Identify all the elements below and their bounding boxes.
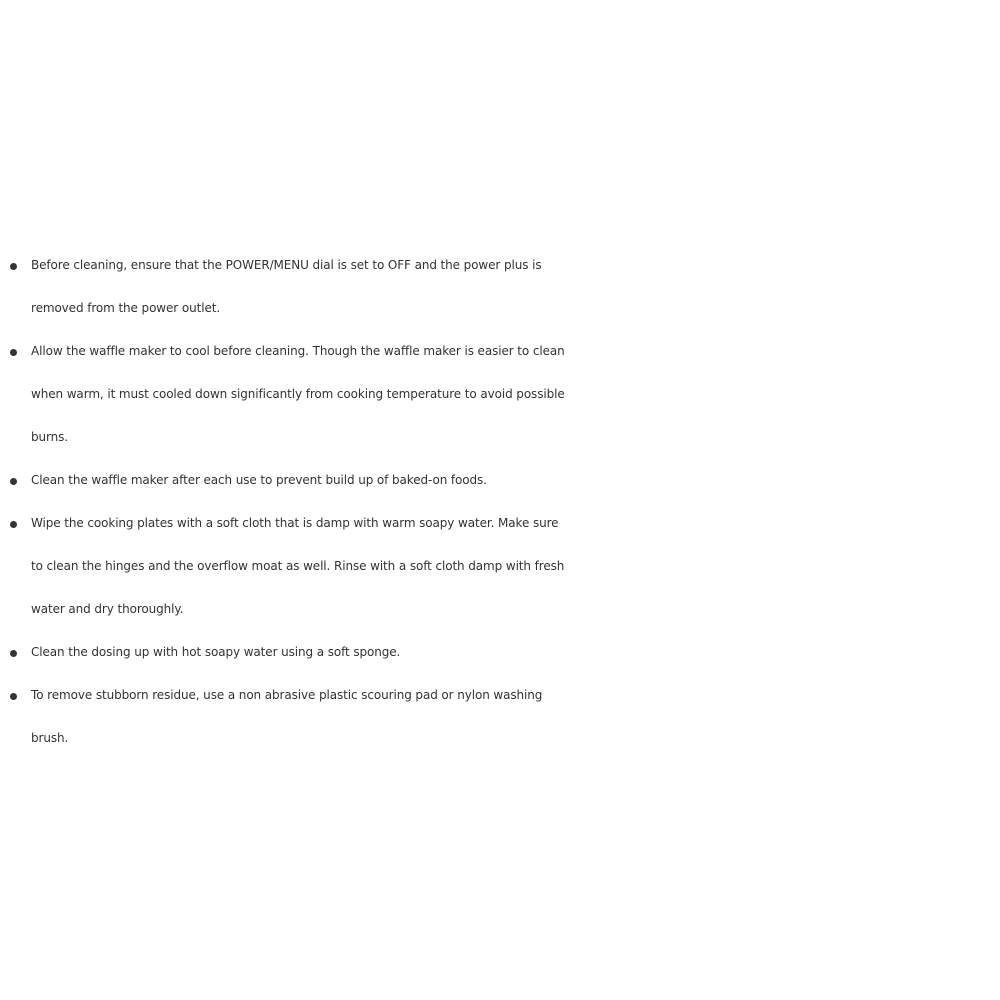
- bullet-icon: [10, 650, 17, 657]
- list-item: [0, 459, 1000, 502]
- bullet-icon: [10, 263, 17, 270]
- list-item-line: burns.: [31, 430, 69, 444]
- list-item-line: Clean the waffle maker after each use to prevent build up of baked-on foods.: [31, 473, 487, 487]
- bullet-icon: [10, 693, 17, 700]
- instruction-list: [0, 244, 1000, 760]
- list-item-line: Clean the dosing up with hot soapy water using a soft sponge.: [31, 645, 401, 659]
- list-item-line: Wipe the cooking plates with a soft cloth that is damp with warm soapy water. Make sure: [31, 516, 559, 530]
- list-item: [0, 502, 1000, 631]
- list-item-line: removed from the power outlet.: [31, 301, 221, 315]
- list-item: [0, 244, 1000, 330]
- list-item-line: water and dry thoroughly.: [31, 602, 184, 616]
- list-item-line: when warm, it must cooled down significantly from cooking temperature to avoid possible: [31, 387, 565, 401]
- cleaning-instructions: [0, 244, 1000, 760]
- bullet-icon: [10, 478, 17, 485]
- bullet-icon: [10, 521, 17, 528]
- list-item-line: Before cleaning, ensure that the POWER/MENU dial is set to OFF and the power plus is: [31, 258, 542, 272]
- list-item-line: brush.: [31, 731, 69, 745]
- list-item: [0, 631, 1000, 674]
- list-item-line: Allow the waffle maker to cool before cleaning. Though the waffle maker is easier to clean: [31, 344, 565, 358]
- list-item-line: To remove stubborn residue, use a non abrasive plastic scouring pad or nylon washing: [31, 688, 543, 702]
- list-item-line: to clean the hinges and the overflow moat as well. Rinse with a soft cloth damp with fresh: [31, 559, 565, 573]
- list-item: [0, 330, 1000, 459]
- list-item: [0, 674, 1000, 760]
- bullet-icon: [10, 349, 17, 356]
